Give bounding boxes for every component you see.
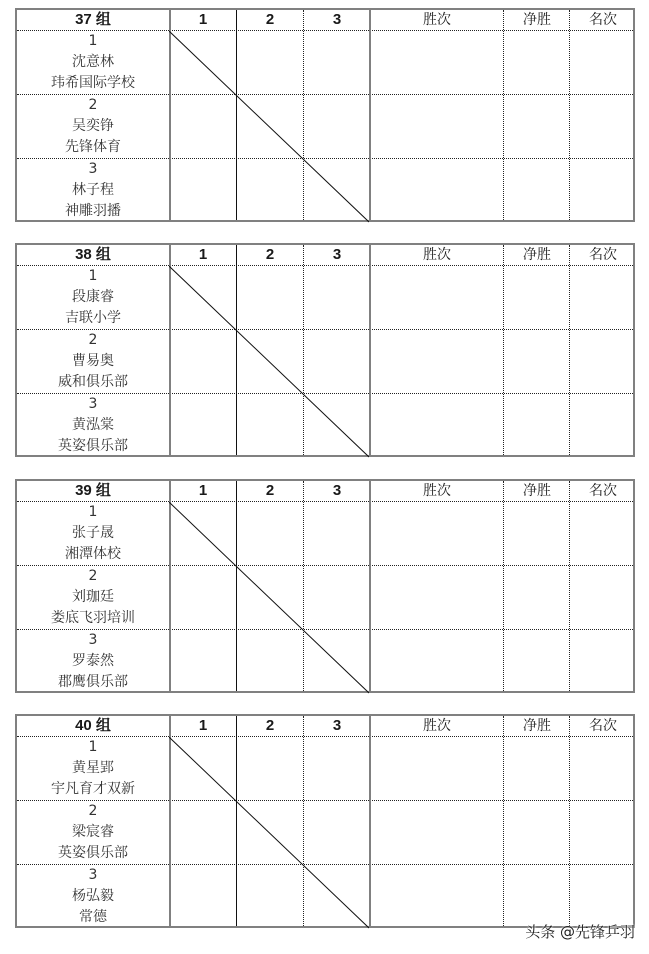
player-name: 梁宸睿: [72, 824, 114, 840]
col-divider: [503, 716, 504, 926]
player-row: [17, 566, 169, 630]
seed: 3: [88, 161, 98, 177]
diagonal-line: [169, 31, 369, 223]
player-row: [17, 502, 169, 566]
player-club: 英姿俱乐部: [58, 438, 128, 454]
col-divider: [369, 716, 371, 926]
header-row: [17, 10, 633, 31]
seed: 1: [88, 33, 98, 49]
col-wins: 胜次: [423, 12, 451, 28]
player-row: [17, 159, 169, 223]
col-1: 1: [198, 717, 208, 734]
col-divider: [369, 245, 371, 455]
player-name: 杨弘毅: [72, 888, 114, 904]
player-row: [17, 737, 169, 801]
player-club: 郡鹰俱乐部: [58, 674, 128, 690]
seed: 3: [88, 867, 98, 883]
seed: 2: [88, 568, 98, 584]
group-title: 40 组: [75, 717, 111, 734]
player-row: [17, 801, 169, 865]
player-club: 神雕羽播: [65, 203, 121, 219]
col-wins: 胜次: [423, 718, 451, 734]
player-name: 吴奕铮: [72, 118, 114, 134]
col-3: 3: [332, 482, 342, 499]
group-title: 37 组: [75, 11, 111, 28]
col-wins: 胜次: [423, 247, 451, 263]
player-club: 宇凡育才双新: [51, 781, 135, 797]
col-divider: [503, 481, 504, 691]
group-title: 39 组: [75, 482, 111, 499]
col-divider: [369, 481, 371, 691]
player-club: 湘潭体校: [65, 546, 121, 562]
col-rank: 名次: [589, 483, 617, 499]
col-3: 3: [332, 246, 342, 263]
group-title: 38 组: [75, 246, 111, 263]
group-40-table: [15, 714, 635, 928]
col-1: 1: [198, 246, 208, 263]
col-2: 2: [265, 482, 275, 499]
col-3: 3: [332, 717, 342, 734]
player-row: [17, 31, 169, 95]
col-net: 净胜: [523, 247, 551, 263]
player-name: 沈意林: [72, 54, 114, 70]
col-3: 3: [332, 11, 342, 28]
watermark: 头条 @先锋乒羽: [525, 923, 635, 941]
col-divider: [569, 481, 570, 691]
col-2: 2: [265, 246, 275, 263]
player-name: 曹易奥: [72, 353, 114, 369]
col-1: 1: [198, 11, 208, 28]
player-name: 刘珈廷: [72, 589, 114, 605]
col-divider: [369, 10, 371, 220]
seed: 1: [88, 739, 98, 755]
seed: 3: [88, 632, 98, 648]
player-name: 段康睿: [72, 289, 114, 305]
col-rank: 名次: [589, 12, 617, 28]
player-club: 英姿俱乐部: [58, 845, 128, 861]
player-row: [17, 630, 169, 694]
group-37-table: [15, 8, 635, 222]
player-name: 罗泰然: [72, 653, 114, 669]
player-club: 先锋体育: [65, 139, 121, 155]
player-club: 娄底飞羽培训: [51, 610, 135, 626]
player-row: [17, 865, 169, 929]
col-divider: [503, 10, 504, 220]
col-net: 净胜: [523, 12, 551, 28]
player-row: [17, 266, 169, 330]
diagonal-line: [169, 502, 369, 694]
col-divider: [503, 245, 504, 455]
player-club: 常德: [79, 909, 107, 925]
player-name: 黄星郢: [72, 760, 114, 776]
col-2: 2: [265, 717, 275, 734]
player-row: [17, 394, 169, 458]
col-divider: [569, 10, 570, 220]
player-club: 吉联小学: [65, 310, 121, 326]
group-38-table: [15, 243, 635, 457]
col-1: 1: [198, 482, 208, 499]
col-rank: 名次: [589, 718, 617, 734]
player-club: 威和俱乐部: [58, 374, 128, 390]
col-net: 净胜: [523, 483, 551, 499]
seed: 2: [88, 97, 98, 113]
diagonal-line: [169, 266, 369, 458]
col-divider: [569, 245, 570, 455]
diagonal-line: [169, 737, 369, 929]
col-divider: [569, 716, 570, 926]
col-2: 2: [265, 11, 275, 28]
seed: 1: [88, 504, 98, 520]
col-rank: 名次: [589, 247, 617, 263]
header-row: [17, 716, 633, 737]
group-39-table: [15, 479, 635, 693]
player-name: 黄泓棠: [72, 417, 114, 433]
player-name: 林子程: [72, 182, 114, 198]
header-row: [17, 245, 633, 266]
player-row: [17, 95, 169, 159]
header-row: [17, 481, 633, 502]
player-row: [17, 330, 169, 394]
col-wins: 胜次: [423, 483, 451, 499]
col-net: 净胜: [523, 718, 551, 734]
seed: 1: [88, 268, 98, 284]
seed: 2: [88, 332, 98, 348]
player-name: 张子晟: [72, 525, 114, 541]
player-club: 玮希国际学校: [51, 75, 135, 91]
seed: 2: [88, 803, 98, 819]
seed: 3: [88, 396, 98, 412]
